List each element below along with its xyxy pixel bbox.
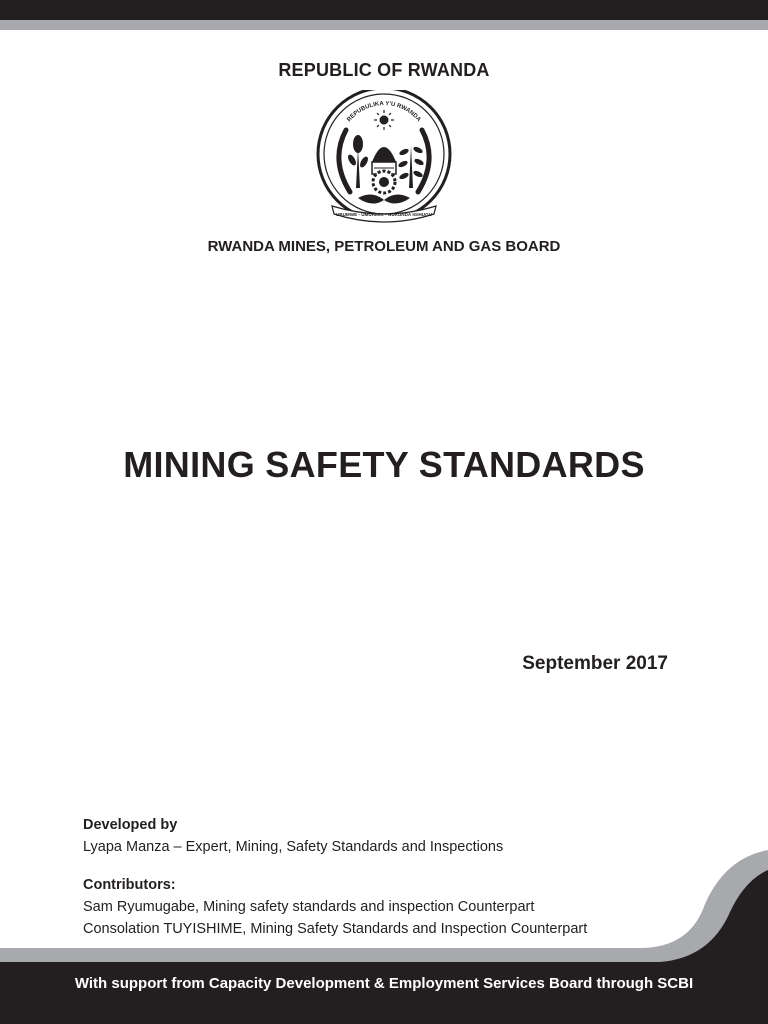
top-gray-rule [0,20,768,30]
contributors-label: Contributors: [83,877,176,893]
document-date: September 2017 [522,653,668,674]
board-name: RWANDA MINES, PETROLEUM AND GAS BOARD [207,238,561,255]
document-title: MINING SAFETY STANDARDS [123,444,645,485]
contributor-line: Sam Ryumugabe, Mining safety standards and inspection Counterpart [83,899,535,915]
seal-top-text: REPUBULIKA Y'U RWANDA [346,101,422,124]
contributor-line: Consolation TUYISHIME, Mining Safety Standards and Inspection Counterpart [83,921,588,937]
footer-wave-decoration [0,840,768,1024]
support-statement: With support from Capacity Development & Employment Services Board through SCBI [74,975,694,992]
developer-line: Lyapa Manza – Expert, Mining, Safety Standards and Inspections [83,839,504,855]
seal-motto: UBUMWE - UMURIMO - GUKUNDA IGIHUGU [335,212,433,217]
republic-heading: REPUBLIC OF RWANDA [278,60,490,80]
developed-by-label: Developed by [83,817,178,833]
rwanda-seal-icon [312,90,456,228]
top-dark-band [0,0,768,20]
